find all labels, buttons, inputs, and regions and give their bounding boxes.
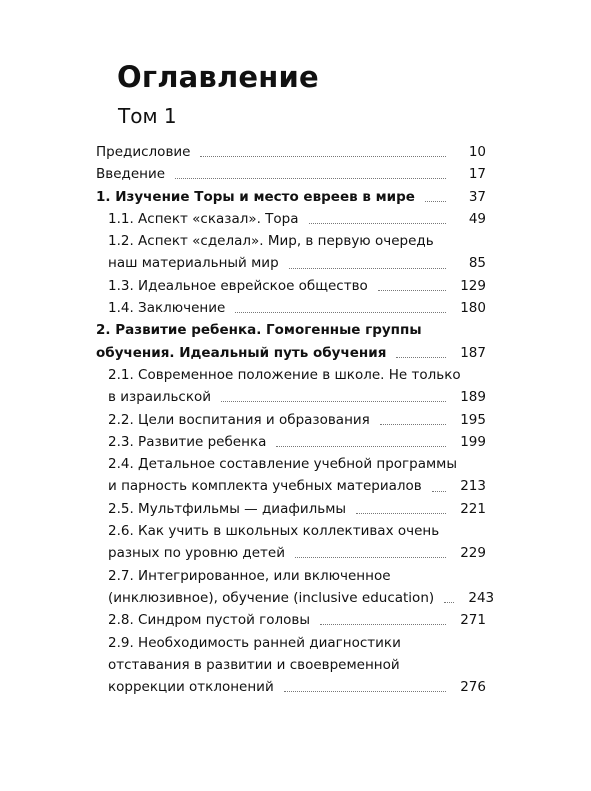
toc-entry-title: 1.4. Заключение xyxy=(108,300,226,317)
toc-page-number: 271 xyxy=(460,612,486,629)
toc-entry-title: 2. Развитие ребенка. Гомогенные группы xyxy=(96,322,422,339)
toc-entry-title: 1. Изучение Торы и место евреев в мире xyxy=(96,188,415,205)
toc-line xyxy=(96,342,486,364)
dot-leader xyxy=(235,311,446,313)
toc-line xyxy=(108,520,486,542)
dot-leader xyxy=(289,267,446,269)
toc-line xyxy=(108,386,486,408)
toc-page-number: 276 xyxy=(460,679,486,696)
toc-page-number: 199 xyxy=(460,433,486,450)
toc-line xyxy=(108,654,486,676)
toc-line xyxy=(108,587,495,609)
toc-entry-title: 2.2. Цели воспитания и образования xyxy=(108,411,370,428)
toc-entry-title: (инклюзивное), обучение (inclusive education) xyxy=(108,589,435,606)
dot-leader xyxy=(284,690,446,692)
toc-entry xyxy=(96,431,486,453)
toc-entry-title: 1.2. Аспект «сделал». Мир, в первую очередь xyxy=(108,233,434,250)
page-title: Оглавление xyxy=(117,60,319,94)
toc-entry-title: 2.3. Развитие ребенка xyxy=(108,433,267,450)
dot-leader xyxy=(380,423,446,425)
toc-entry xyxy=(96,230,486,275)
toc-line xyxy=(108,275,486,297)
toc-page-number: 37 xyxy=(468,188,486,205)
toc-line xyxy=(108,632,486,654)
toc-entry xyxy=(96,498,486,520)
toc-line xyxy=(108,409,486,431)
toc-page-number: 49 xyxy=(468,210,486,227)
toc-entry-title: разных по уровню детей xyxy=(108,545,286,562)
dot-leader xyxy=(432,490,446,492)
dot-leader xyxy=(221,400,446,402)
dot-leader xyxy=(175,177,446,179)
toc-entry-title: и парность комплекта учебных материалов xyxy=(108,478,422,495)
toc-line xyxy=(108,498,486,520)
dot-leader xyxy=(200,155,446,157)
toc-entry xyxy=(96,208,486,230)
volume-subtitle: Том 1 xyxy=(118,104,177,128)
toc-entry-title: в израильской xyxy=(108,389,212,406)
toc-entry-title: 2.5. Мультфильмы — диафильмы xyxy=(108,500,347,517)
toc-page-number: 10 xyxy=(468,144,486,160)
toc-entry-title: наш материальный мир xyxy=(108,255,279,272)
toc-line xyxy=(96,141,486,163)
toc-line xyxy=(108,565,486,587)
toc-entry xyxy=(96,319,486,364)
table-of-contents xyxy=(96,141,495,698)
toc-entry-title: 2.4. Детальное составление учебной программы xyxy=(108,456,458,473)
toc-entry-title: 1.1. Аспект «сказал». Тора xyxy=(108,210,299,227)
toc-entry-title: обучения. Идеальный путь обучения xyxy=(96,344,387,361)
toc-line xyxy=(108,230,486,252)
toc-entry-title: коррекции отклонений xyxy=(108,679,274,696)
dot-leader xyxy=(356,512,446,514)
toc-entry xyxy=(96,297,486,319)
toc-entry-title: 2.7. Интегрированное, или включенное xyxy=(108,567,391,584)
toc-line xyxy=(108,609,486,631)
toc-line xyxy=(96,186,486,208)
toc-page-number: 189 xyxy=(460,389,486,406)
toc-entry xyxy=(96,409,486,431)
toc-page-number: 243 xyxy=(468,589,495,606)
toc-entry xyxy=(96,364,486,409)
toc-entry-title: Введение xyxy=(96,166,166,183)
toc-page-number: 195 xyxy=(460,411,486,428)
dot-leader xyxy=(378,289,446,291)
toc-entry-title: 2.6. Как учить в школьных коллективах очень xyxy=(108,523,440,540)
toc-entry-title: 2.1. Современное положение в школе. Не только xyxy=(108,366,461,383)
toc-entry-title: отставания в развитии и своевременной xyxy=(108,656,400,673)
toc-line xyxy=(108,453,486,475)
toc-entry xyxy=(96,186,486,208)
toc-line xyxy=(108,676,486,698)
dot-leader xyxy=(309,222,446,224)
dot-leader xyxy=(276,445,446,447)
dot-leader xyxy=(425,200,446,202)
toc-line xyxy=(96,319,486,341)
toc-entry-title: 1.3. Идеальное еврейское общество xyxy=(108,277,368,294)
toc-page-number: 180 xyxy=(460,300,486,317)
toc-line xyxy=(96,163,486,185)
toc-line xyxy=(108,431,486,453)
toc-entry xyxy=(96,275,486,297)
toc-line xyxy=(108,297,486,319)
toc-entry xyxy=(96,609,486,631)
toc-line xyxy=(108,475,486,497)
toc-entry-title: Предисловие xyxy=(96,144,191,160)
toc-page-number: 229 xyxy=(460,545,486,562)
dot-leader xyxy=(295,556,446,558)
toc-entry xyxy=(96,163,486,185)
toc-entry xyxy=(96,141,486,163)
toc-entry xyxy=(96,520,486,565)
toc-entry xyxy=(96,632,486,699)
toc-page-number: 213 xyxy=(460,478,486,495)
toc-entry xyxy=(96,565,495,610)
toc-line xyxy=(108,208,486,230)
dot-leader xyxy=(444,601,454,603)
toc-line xyxy=(108,364,486,386)
toc-page-number: 17 xyxy=(468,166,486,183)
toc-page-number: 85 xyxy=(468,255,486,272)
toc-entry-title: 2.9. Необходимость ранней диагностики xyxy=(108,634,401,651)
toc-line xyxy=(108,252,486,274)
toc-page-number: 129 xyxy=(460,277,486,294)
dot-leader xyxy=(320,623,446,625)
toc-page-number: 221 xyxy=(460,500,486,517)
toc-line xyxy=(108,542,486,564)
dot-leader xyxy=(396,356,446,358)
toc-page-number: 187 xyxy=(460,344,486,361)
toc-entry xyxy=(96,453,486,498)
toc-entry-title: 2.8. Синдром пустой головы xyxy=(108,612,310,629)
